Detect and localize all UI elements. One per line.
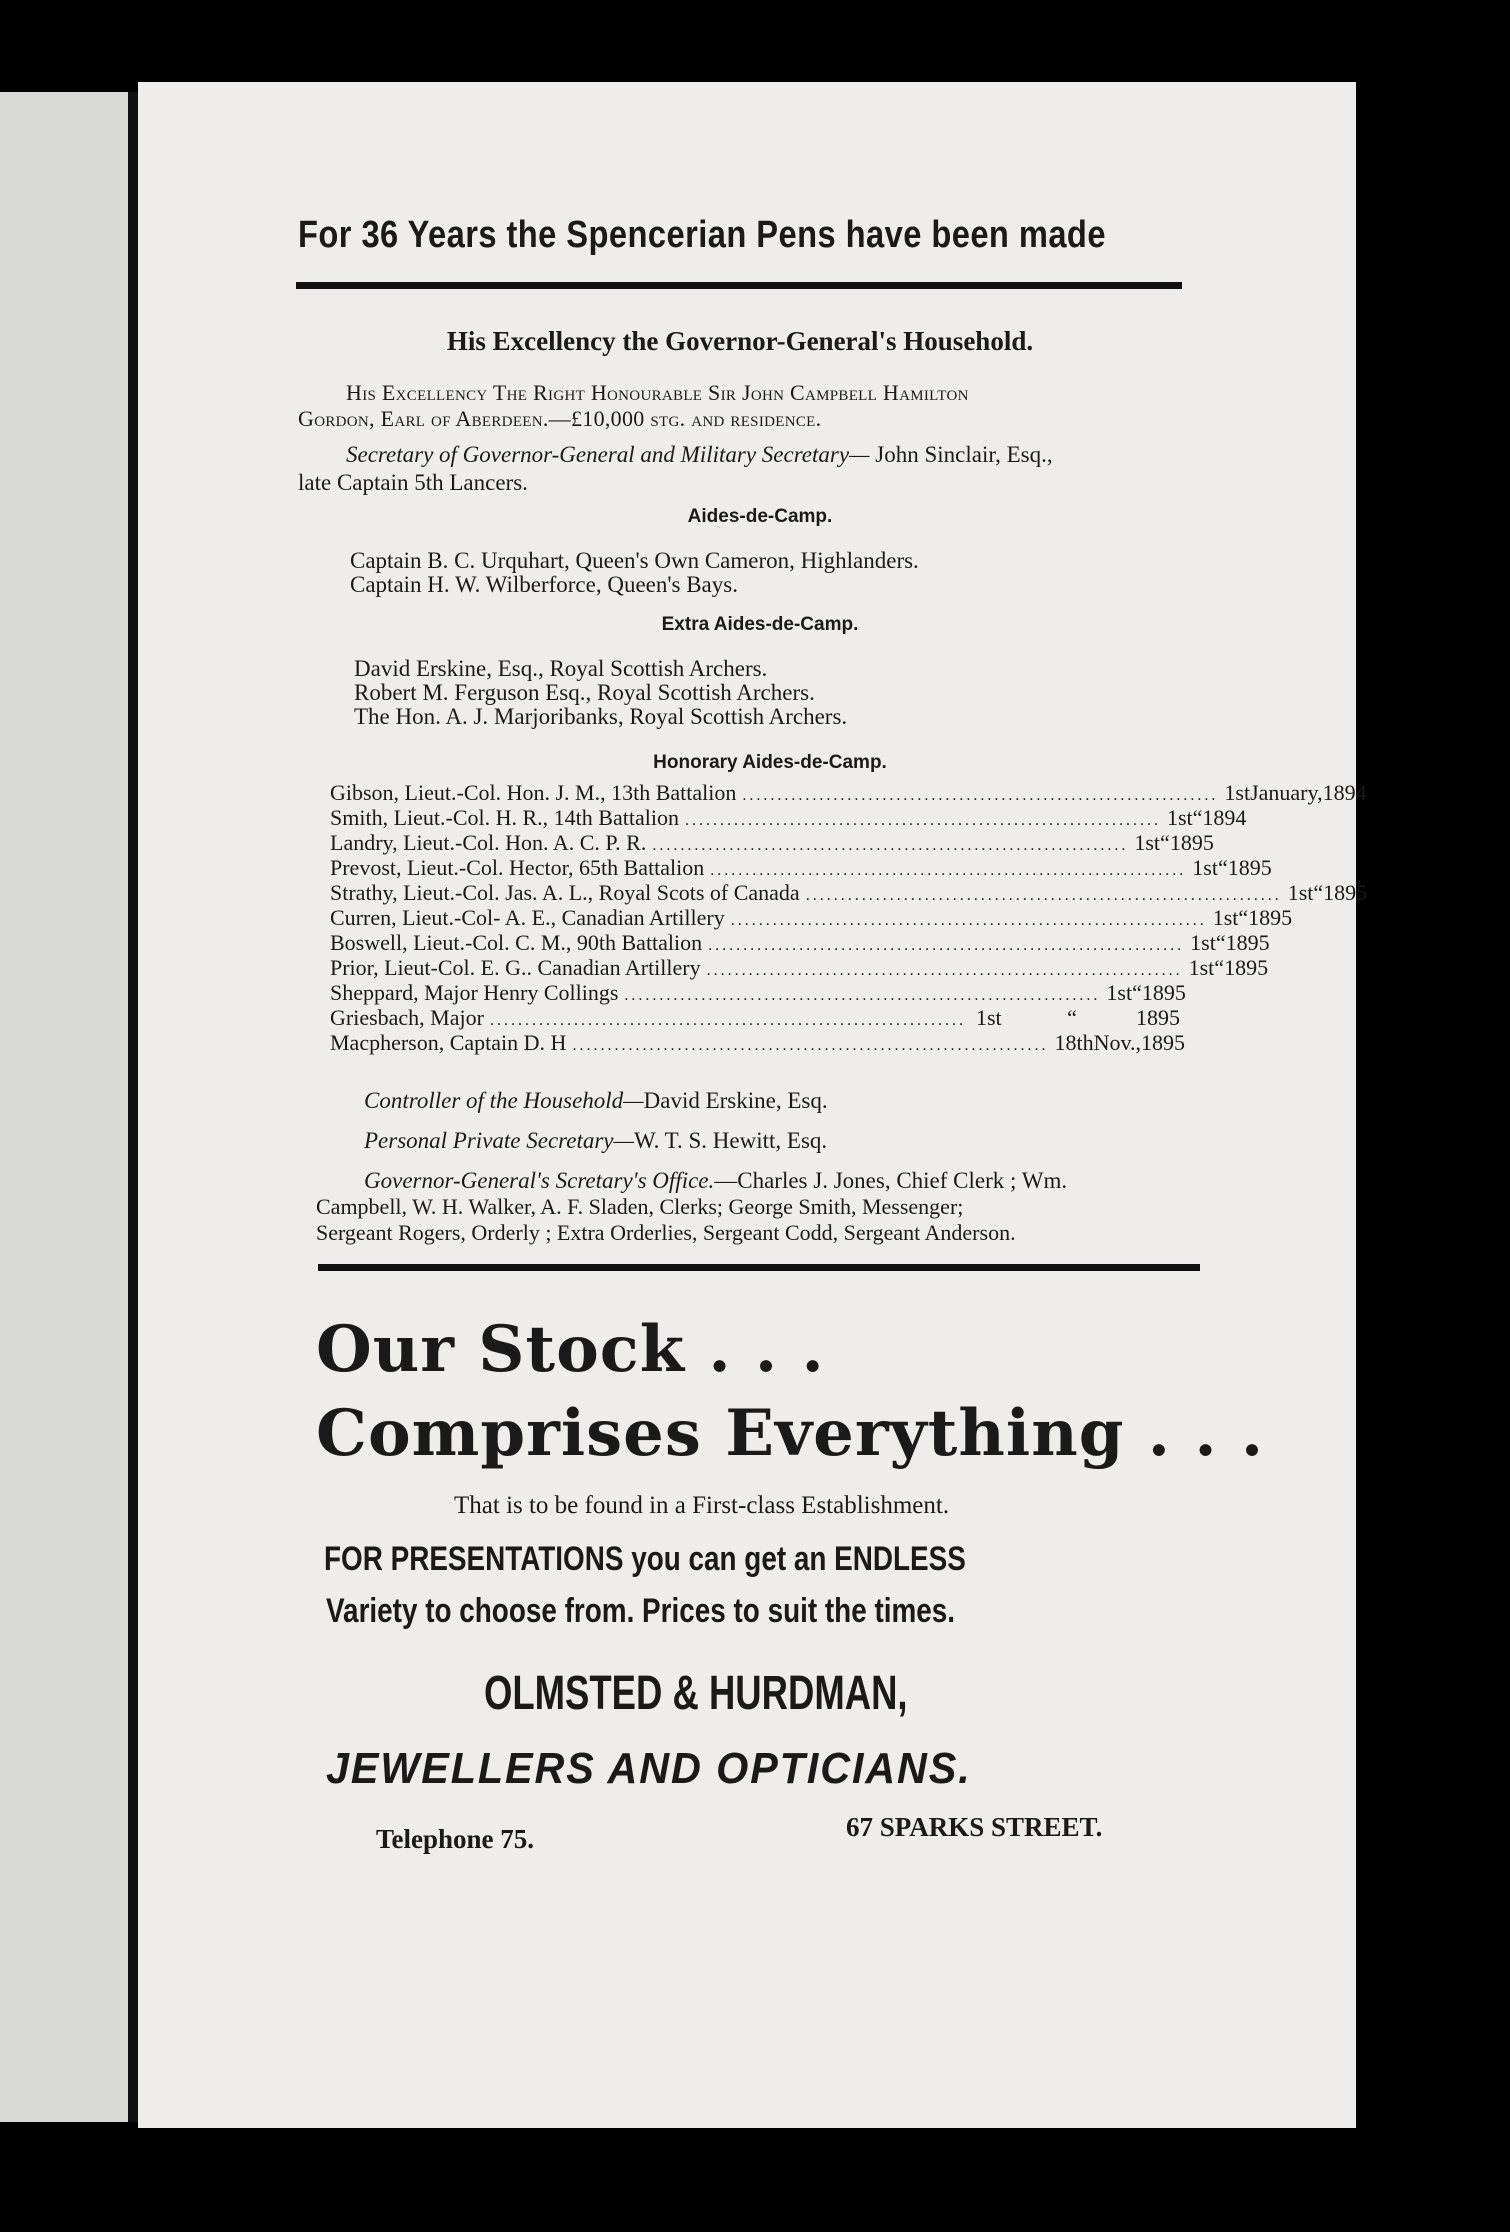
appointment-year: 1895 — [1248, 905, 1293, 930]
banner-headline: For 36 Years the Spencerian Pens have been made — [298, 214, 1106, 256]
aide-entry: Captain H. W. Wilberforce, Queen's Bays. — [350, 572, 738, 597]
appointment-year: 1895 — [1141, 980, 1186, 1005]
list-item — [330, 955, 1269, 980]
aide-name: Sheppard, Major Henry Collings — [330, 980, 619, 1005]
list-item — [330, 930, 1270, 955]
office-title: Governor-General's Scretary's Office. — [364, 1168, 715, 1193]
list-item — [330, 855, 1272, 880]
secretary-line-1 — [346, 442, 1053, 468]
list-item — [330, 1030, 1186, 1055]
aides-heading: Aides-de-Camp. — [687, 506, 833, 527]
governor-line-2: Gordon, Earl of Aberdeen.—£10,000 stg. and residence. — [298, 406, 822, 431]
section-rule — [318, 1264, 1200, 1271]
appointment-month: January, — [1250, 780, 1323, 805]
list-item — [330, 1005, 1180, 1030]
appointment-day: 1st — [1134, 830, 1161, 855]
appointment-month: “ — [1132, 980, 1142, 1005]
appointment-year: 1895 — [1227, 855, 1272, 880]
list-item — [330, 830, 1214, 855]
aide-name: Gibson, Lieut.-Col. Hon. J. M., 13th Battalion — [330, 780, 737, 805]
office-staff: —Charles J. Jones, Chief Clerk ; Wm. — [714, 1168, 1068, 1193]
office-line-2: Campbell, W. H. Walker, A. F. Sladen, Clerks; George Smith, Messenger; — [316, 1194, 964, 1219]
appointment-month: Nov., — [1093, 1030, 1142, 1055]
aide-name: Griesbach, Major — [330, 1005, 484, 1030]
appointment-year: 1895 — [1323, 880, 1368, 905]
appointment-month: “ — [1160, 830, 1170, 855]
ad-tagline: That is to be found in a First-class Establishment. — [454, 1492, 950, 1519]
aide-name: Macpherson, Captain D. H — [330, 1030, 567, 1055]
private-secretary-title: Personal Private Secretary— — [364, 1128, 634, 1153]
secretary-name: John Sinclair, Esq., — [869, 442, 1053, 467]
extra-aide-entry: The Hon. A. J. Marjoribanks, Royal Scottish Archers. — [354, 704, 848, 729]
private-secretary-name: W. T. S. Hewitt, Esq. — [633, 1128, 828, 1153]
list-item — [330, 905, 1293, 930]
ad-presentations-line-1: FOR PRESENTATIONS you can get an ENDLESS — [324, 1540, 966, 1578]
leader-dots: .................................................................... — [652, 837, 1129, 854]
firm-trade: JEWELLERS AND OPTICIANS. — [326, 1744, 972, 1793]
appointment-day: 1st — [1166, 805, 1193, 830]
honorary-aides-list — [330, 780, 1368, 1055]
extra-aides-heading: Extra Aides-de-Camp. — [661, 614, 859, 635]
firm-name: OLMSTED & HURDMAN, — [484, 1667, 908, 1720]
appointment-day: 1st — [1192, 855, 1218, 880]
office-line-3: Sergeant Rogers, Orderly ; Extra Orderlies, Sergeant Codd, Sergeant Anderson. — [316, 1220, 1016, 1245]
leader-dots: .................................................................... — [805, 887, 1282, 904]
list-item — [330, 980, 1186, 1005]
controller-title: Controller of the Household— — [364, 1088, 644, 1113]
appointment-day: 1st — [1287, 880, 1314, 905]
private-secretary-line — [364, 1128, 827, 1154]
controller-line — [364, 1088, 828, 1114]
leader-dots: .................................................................... — [708, 937, 1185, 954]
appointment-day: 18th — [1054, 1030, 1094, 1055]
appointment-month: “ — [1067, 1005, 1077, 1030]
secretary-title: Secretary of Governor-General and Military Secretary— — [346, 442, 870, 467]
appointment-year: 1895 — [1224, 955, 1269, 980]
page-gutter-shadow — [128, 92, 138, 2122]
leader-dots: .................................................................... — [489, 1012, 966, 1029]
honorary-aides-heading: Honorary Aides-de-Camp. — [653, 752, 887, 773]
aide-name: Boswell, Lieut.-Col. C. M., 90th Battalion — [330, 930, 703, 955]
appointment-year: 1894 — [1202, 805, 1247, 830]
ad-presentations-line-2: Variety to choose from. Prices to suit the times. — [326, 1592, 956, 1630]
office-line-1 — [364, 1168, 1067, 1194]
appointment-month: “ — [1214, 955, 1225, 980]
banner-rule — [296, 282, 1182, 289]
appointment-year: 1895 — [1225, 930, 1270, 955]
ad-headline-stock: Our Stock . . . — [316, 1312, 825, 1387]
list-item — [330, 805, 1247, 830]
appointment-year: 1895 — [1136, 1005, 1180, 1030]
ad-headline-everything: Comprises Everything . . . — [316, 1396, 1265, 1471]
appointment-month: “ — [1238, 905, 1249, 930]
appointment-year: 1894 — [1322, 780, 1367, 805]
appointment-day: 1st — [1106, 980, 1133, 1005]
leader-dots: .................................................................... — [706, 962, 1183, 979]
telephone-number: Telephone 75. — [376, 1824, 535, 1854]
leader-dots: .................................................................... — [624, 987, 1101, 1004]
leader-dots: .................................................................... — [572, 1037, 1049, 1054]
controller-name: David Erskine, Esq. — [643, 1088, 828, 1113]
leader-dots: .................................................................... — [710, 862, 1187, 879]
appointment-month: “ — [1313, 880, 1324, 905]
appointment-month: “ — [1192, 805, 1203, 830]
aide-name: Smith, Lieut.-Col. H. R., 14th Battalion — [330, 805, 679, 830]
extra-aide-entry: David Erskine, Esq., Royal Scottish Archers. — [354, 656, 768, 681]
street-address: 67 SPARKS STREET. — [846, 1812, 1103, 1842]
list-item — [330, 780, 1367, 805]
aide-name: Prior, Lieut-Col. E. G.. Canadian Artillery — [330, 955, 701, 980]
aide-name: Strathy, Lieut.-Col. Jas. A. L., Royal Scots of Canada — [330, 880, 800, 905]
appointment-year: 1895 — [1141, 1030, 1186, 1055]
aide-name: Curren, Lieut.-Col- A. E., Canadian Artillery — [330, 905, 725, 930]
appointment-year: 1895 — [1169, 830, 1214, 855]
leader-dots: .................................................................... — [730, 912, 1207, 929]
adjacent-page-edge — [0, 92, 128, 2122]
appointment-month: “ — [1217, 855, 1228, 880]
aide-name: Landry, Lieut.-Col. Hon. A. C. P. R. — [330, 830, 647, 855]
appointment-day: 1st — [1188, 955, 1215, 980]
aide-entry: Captain B. C. Urquhart, Queen's Own Cameron, Highlanders. — [350, 548, 919, 573]
household-heading: His Excellency the Governor-General's Household. — [446, 326, 1034, 356]
extra-aide-entry: Robert M. Ferguson Esq., Royal Scottish Archers. — [354, 680, 815, 705]
appointment-day: 1st — [976, 1005, 1002, 1030]
list-item — [330, 880, 1368, 905]
appointment-day: 1st — [1212, 905, 1239, 930]
appointment-day: 1st — [1190, 930, 1216, 955]
appointment-month: “ — [1215, 930, 1226, 955]
secretary-line-2: late Captain 5th Lancers. — [298, 470, 528, 495]
governor-line-1: His Excellency The Right Honourable Sir John Campbell Hamilton — [346, 380, 969, 405]
leader-dots: .................................................................... — [742, 787, 1219, 804]
appointment-day: 1st — [1224, 780, 1251, 805]
aide-name: Prevost, Lieut.-Col. Hector, 65th Battalion — [330, 855, 705, 880]
leader-dots: .................................................................... — [684, 812, 1161, 829]
